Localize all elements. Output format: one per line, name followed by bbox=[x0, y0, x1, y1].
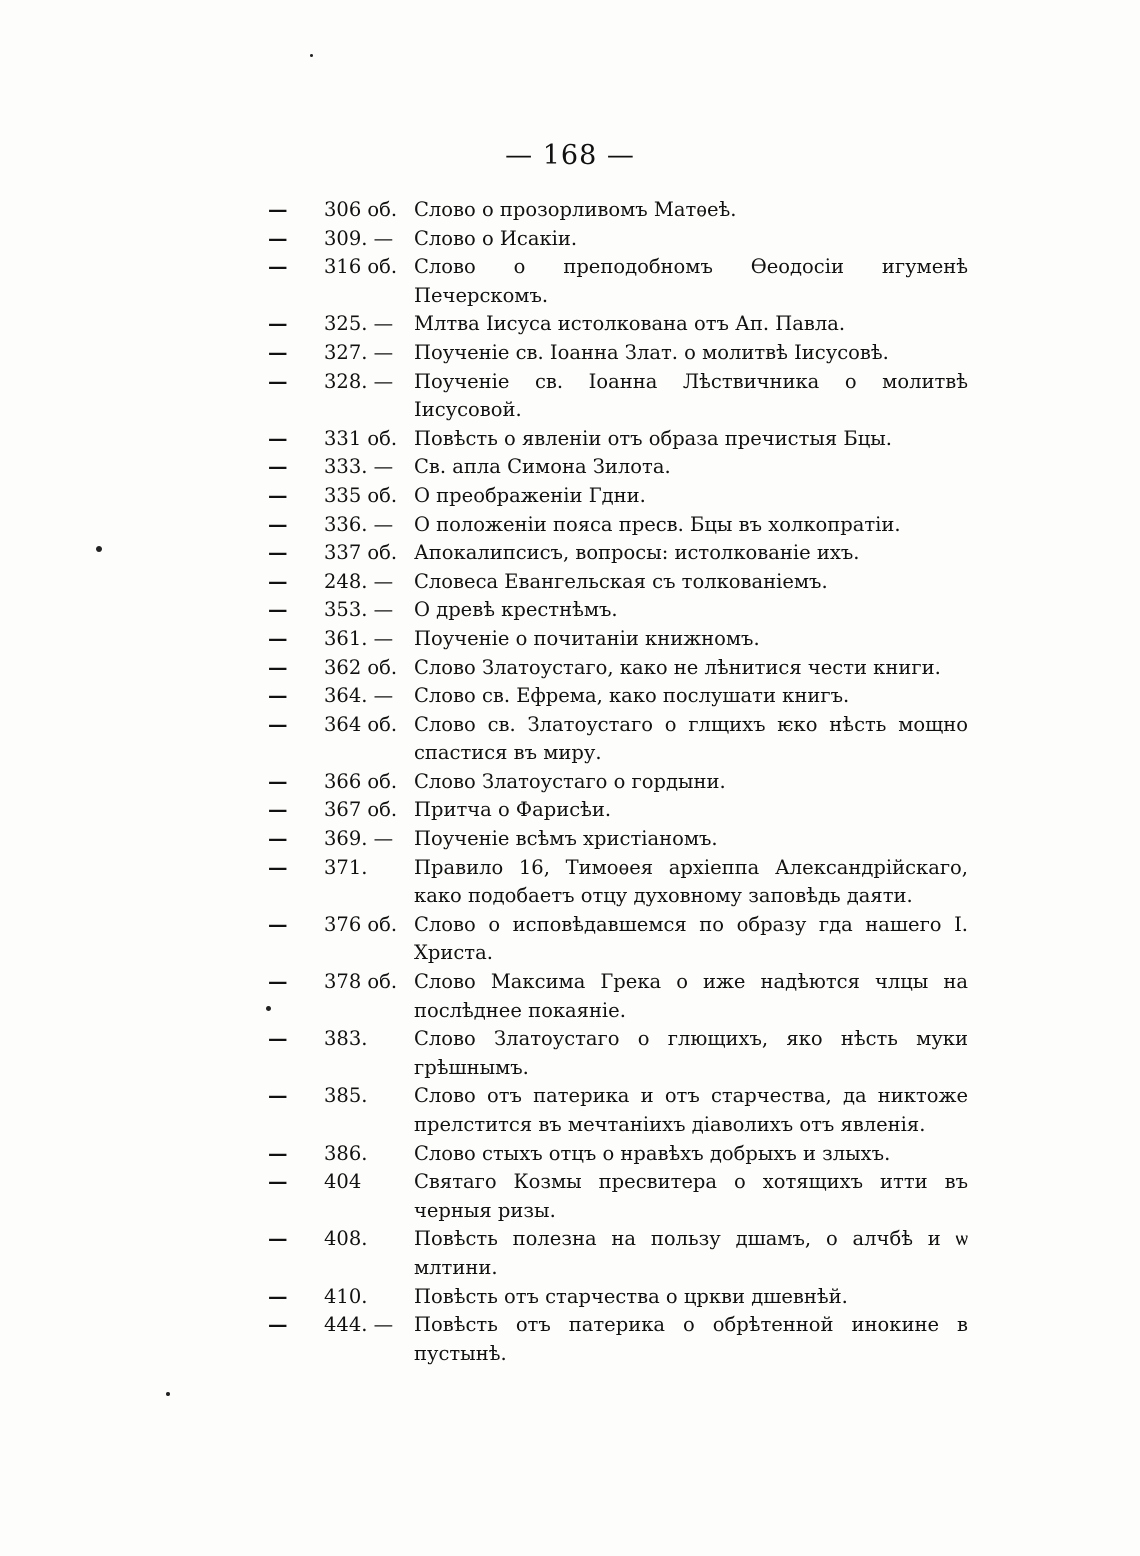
entry-text: Поученіе св. Іоанна Злат. о молитвѣ Іисусовѣ. bbox=[414, 340, 889, 364]
entry-folio: 328. — bbox=[324, 369, 394, 393]
entry-row bbox=[268, 768, 968, 797]
entry-folio: 366 об. bbox=[324, 769, 398, 793]
entry-dash: — bbox=[268, 769, 288, 793]
entry-folio: 327. — bbox=[324, 340, 394, 364]
entry-row bbox=[268, 482, 968, 511]
entry-row bbox=[268, 1025, 968, 1082]
entry-row bbox=[268, 1225, 968, 1282]
entry-dash: — bbox=[268, 369, 288, 393]
entry-dash: — bbox=[268, 598, 288, 622]
entry-folio: 408. bbox=[324, 1227, 368, 1251]
entry-text: Слово Златоустаго, како не лѣнитися чести книги. bbox=[414, 655, 941, 679]
entry-folio: 361. — bbox=[324, 626, 394, 650]
entry-dash: — bbox=[268, 1170, 288, 1194]
entry-text: Слово о исповѣдавшемся по образу гда нашего І. Христа. bbox=[414, 912, 968, 965]
entry-text: Слово о преподобномъ Ѳеодосіи игуменѣ Печерскомъ. bbox=[414, 255, 968, 307]
entry-folio: 376 об. bbox=[324, 912, 398, 936]
entry-dash: — bbox=[268, 912, 288, 936]
entry-dash: — bbox=[268, 626, 288, 650]
entry-text: Апокалипсисъ, вопросы: истолкованіе ихъ. bbox=[414, 541, 860, 565]
entry-folio: 331 об. bbox=[324, 426, 398, 450]
entry-folio: 404 bbox=[324, 1170, 362, 1194]
entry-row bbox=[268, 682, 968, 711]
entry-text: Слово св. Златоустаго о глщихъ ѥко нѣсть мощно спастися въ миру. bbox=[414, 712, 968, 765]
entry-row bbox=[268, 711, 968, 768]
entry-folio: 336. — bbox=[324, 512, 394, 536]
entry-row bbox=[268, 625, 968, 654]
entry-dash: — bbox=[268, 226, 288, 250]
entry-row bbox=[268, 568, 968, 597]
entry-row bbox=[268, 968, 968, 1025]
entry-row bbox=[268, 425, 968, 454]
entry-dash: — bbox=[268, 684, 288, 708]
entry-text: Повѣсть о явленіи отъ образа пречистыя Бцы. bbox=[414, 426, 892, 450]
entry-dash: — bbox=[268, 340, 288, 364]
entry-row bbox=[268, 796, 968, 825]
entry-dash: — bbox=[268, 255, 288, 279]
entry-row bbox=[268, 825, 968, 854]
entry-dash: — bbox=[268, 569, 288, 593]
entry-text: Слово Златоустаго о гордыни. bbox=[414, 769, 726, 793]
scan-speck bbox=[166, 1392, 170, 1396]
entry-dash: — bbox=[268, 1284, 288, 1308]
entry-dash: — bbox=[268, 198, 288, 221]
entry-text: Слово о Исакіи. bbox=[414, 226, 578, 250]
entry-text: Слово отъ патерика и отъ старчества, да никтоже прелстится въ мечтаніихъ діаволихъ отъ явленія. bbox=[414, 1084, 968, 1136]
entry-text: Поученіе всѣмъ христіаномъ. bbox=[414, 827, 718, 851]
entry-dash: — bbox=[268, 798, 288, 822]
scan-speck bbox=[96, 546, 102, 552]
entry-row bbox=[268, 253, 968, 310]
entry-folio: 337 об. bbox=[324, 541, 398, 565]
entry-text: Слово св. Ефрема, како послушати книгъ. bbox=[414, 684, 850, 708]
entry-text: Повѣсть отъ патерика о обрѣтенной инокине в пустынѣ. bbox=[414, 1313, 968, 1365]
entry-text: О преображеніи Гдни. bbox=[414, 483, 646, 507]
entry-row bbox=[268, 1140, 968, 1169]
entry-dash: — bbox=[268, 1313, 288, 1337]
entry-text: Словеса Евангельская съ толкованіемъ. bbox=[414, 569, 828, 593]
entry-folio: 386. bbox=[324, 1141, 368, 1165]
entry-text: Повѣсть полезна на пользу дшамъ, о алчбѣ и ѡ млтини. bbox=[414, 1227, 968, 1279]
entry-text: Млтва Іисуса истолкована отъ Ап. Павла. bbox=[414, 312, 846, 336]
entry-row bbox=[268, 1082, 968, 1139]
entry-folio: 316 об. bbox=[324, 255, 398, 279]
entry-text: Правило 16, Тимоѳея архіеппа Александрійскаго, како подобаетъ отцу духовному заповѣдь даяти. bbox=[414, 855, 968, 908]
entry-dash: — bbox=[268, 541, 288, 565]
entry-text: Слово Максима Грека о иже надѣются члцы на послѣднее покаяніе. bbox=[414, 970, 968, 1022]
entry-folio: 325. — bbox=[324, 312, 394, 336]
entry-folio: 364. — bbox=[324, 684, 394, 708]
entry-dash: — bbox=[268, 1227, 288, 1251]
entry-dash: — bbox=[268, 455, 288, 479]
entry-dash: — bbox=[268, 1027, 288, 1051]
entry-folio: 383. bbox=[324, 1027, 368, 1051]
entry-text: О положеніи пояса пресв. Бцы въ холкопратіи. bbox=[414, 512, 901, 536]
entry-dash: — bbox=[268, 426, 288, 450]
entry-folio: 309. — bbox=[324, 226, 394, 250]
entry-text: Притча о Фарисѣи. bbox=[414, 798, 612, 822]
entry-row bbox=[268, 368, 968, 425]
entry-dash: — bbox=[268, 483, 288, 507]
entry-row bbox=[268, 654, 968, 683]
entry-folio: 410. bbox=[324, 1284, 368, 1308]
entry-text: О древѣ крестнѣмъ. bbox=[414, 598, 618, 622]
entry-folio: 371. bbox=[324, 855, 368, 879]
entry-folio: 367 об. bbox=[324, 798, 398, 822]
entry-row bbox=[268, 225, 968, 254]
entry-text: Слово о прозорливомъ Матѳеѣ. bbox=[414, 198, 737, 221]
entry-row bbox=[268, 1311, 968, 1368]
entry-folio: 335 об. bbox=[324, 483, 398, 507]
entry-row bbox=[268, 911, 968, 968]
entry-text: Св. апла Симона Зилота. bbox=[414, 455, 671, 479]
entry-folio: 378 об. bbox=[324, 970, 398, 994]
entry-folio: 385. bbox=[324, 1084, 368, 1108]
entry-list bbox=[268, 196, 968, 1368]
entry-folio: 248. — bbox=[324, 569, 394, 593]
entry-dash: — bbox=[268, 1084, 288, 1108]
entry-dash: — bbox=[268, 312, 288, 336]
entry-folio: 369. — bbox=[324, 827, 394, 851]
entry-dash: — bbox=[268, 712, 288, 736]
entry-text: Поученіе св. Іоанна Лѣствичника о молитвѣ Іисусовой. bbox=[414, 369, 968, 422]
entry-row bbox=[268, 310, 968, 339]
scan-speck bbox=[266, 1006, 271, 1011]
page-number: — 168 — bbox=[505, 140, 635, 171]
entry-row bbox=[268, 339, 968, 368]
entry-row bbox=[268, 854, 968, 911]
entry-row bbox=[268, 196, 968, 225]
entry-text: Слово стыхъ отцъ о нравѣхъ добрыхъ и злыхъ. bbox=[414, 1141, 891, 1165]
entry-row bbox=[268, 1283, 968, 1312]
entry-dash: — bbox=[268, 970, 288, 994]
entry-dash: — bbox=[268, 827, 288, 851]
entry-dash: — bbox=[268, 512, 288, 536]
entry-dash: — bbox=[268, 1141, 288, 1165]
scan-speck bbox=[310, 54, 313, 57]
entry-dash: — bbox=[268, 655, 288, 679]
entry-text: Поученіе о почитаніи книжномъ. bbox=[414, 626, 760, 650]
entry-row bbox=[268, 453, 968, 482]
entry-row bbox=[268, 1168, 968, 1225]
entry-text: Святаго Козмы пресвитера о хотящихъ итти въ черныя ризы. bbox=[414, 1170, 968, 1222]
entry-dash: — bbox=[268, 855, 288, 879]
entry-folio: 333. — bbox=[324, 455, 394, 479]
entry-folio: 362 об. bbox=[324, 655, 398, 679]
entry-row bbox=[268, 511, 968, 540]
entry-folio: 306 об. bbox=[324, 198, 398, 221]
entry-text: Слово Златоустаго о глющихъ, яко нѣсть муки грѣшнымъ. bbox=[414, 1027, 968, 1079]
entry-text: Повѣсть отъ старчества о цркви дшевнѣй. bbox=[414, 1284, 848, 1308]
entry-row bbox=[268, 539, 968, 568]
entry-folio: 364 об. bbox=[324, 712, 398, 736]
entry-folio: 353. — bbox=[324, 598, 394, 622]
entry-row bbox=[268, 596, 968, 625]
entry-folio: 444. — bbox=[324, 1313, 394, 1337]
